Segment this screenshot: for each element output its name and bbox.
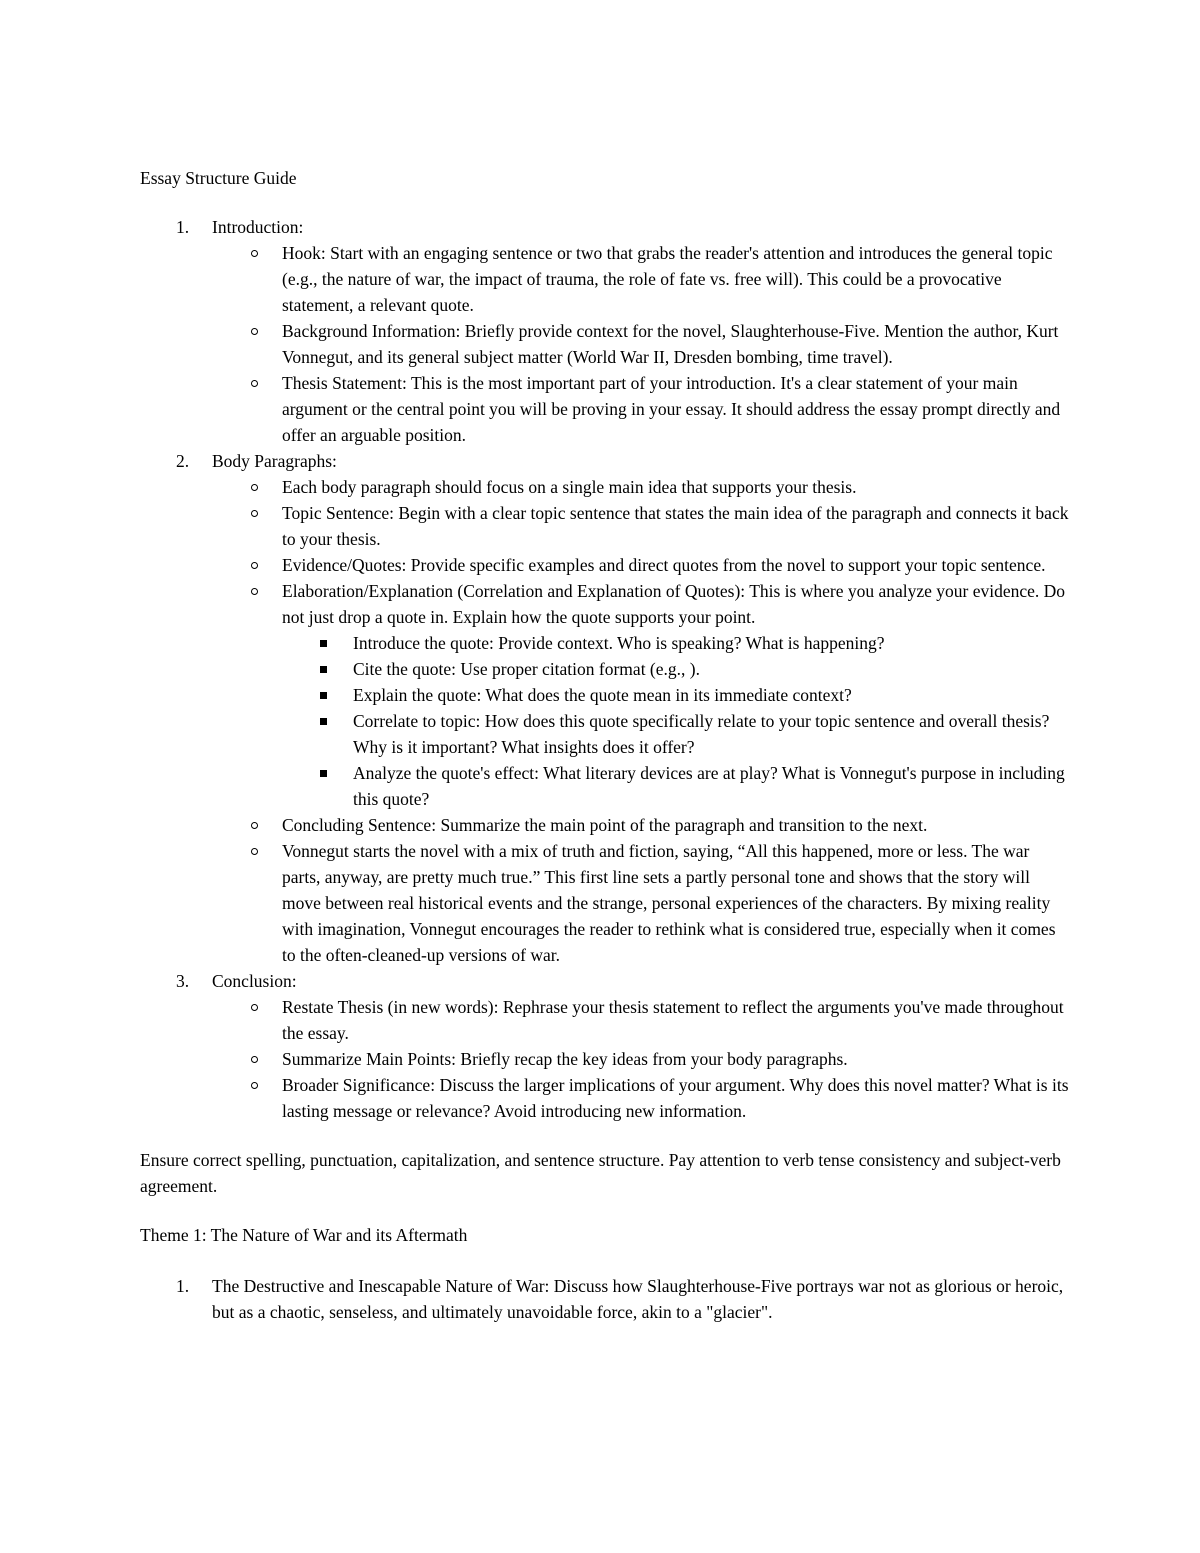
square-bullet-icon <box>320 692 327 699</box>
section-heading: Body Paragraphs: <box>212 451 337 471</box>
nested-list-item <box>282 760 1070 812</box>
circle-bullet-icon <box>251 1056 258 1063</box>
nested-list <box>282 630 1070 812</box>
list-item-text: Concluding Sentence: Summarize the main point of the paragraph and transition to the next. <box>282 815 928 835</box>
nested-item-text: Introduce the quote: Provide context. Who is speaking? What is happening? <box>353 633 885 653</box>
nested-item-text: Analyze the quote's effect: What literary devices are at play? What is Vonnegut's purpose in including this quote? <box>353 763 1065 809</box>
nested-item-text: Explain the quote: What does the quote mean in its immediate context? <box>353 685 852 705</box>
section-body-paragraphs <box>140 448 1070 968</box>
list-item <box>212 1046 1070 1072</box>
circle-bullet-icon <box>251 380 258 387</box>
circle-bullet-icon <box>251 328 258 335</box>
circle-bullet-icon <box>251 848 258 855</box>
list-item <box>212 1072 1070 1124</box>
nested-list-item <box>282 630 1070 656</box>
list-item <box>212 838 1070 968</box>
nested-item-text: Correlate to topic: How does this quote specifically relate to your topic sentence and overall thesis? Why is it important? What insights does it offer? <box>353 711 1050 757</box>
list-item-text: Each body paragraph should focus on a single main idea that supports your thesis. <box>282 477 857 497</box>
document-title: Essay Structure Guide <box>140 168 297 188</box>
section-introduction <box>140 214 1070 448</box>
section-heading: Introduction: <box>212 217 304 237</box>
list-item-text: Thesis Statement: This is the most important part of your introduction. It's a clear statement of your main argument or the central point you will be proving in your essay. It should address the essay prompt directly and offer an arguable position. <box>282 373 1061 445</box>
sub-list <box>212 240 1070 448</box>
list-item <box>212 474 1070 500</box>
section-number: 2. <box>176 451 190 471</box>
circle-bullet-icon <box>251 588 258 595</box>
sub-list <box>212 474 1070 968</box>
square-bullet-icon <box>320 718 327 725</box>
list-item <box>212 812 1070 838</box>
list-item <box>212 318 1070 370</box>
section-number: 1. <box>176 217 190 237</box>
nested-list-item <box>282 708 1070 760</box>
list-item-text: Broader Significance: Discuss the larger implications of your argument. Why does this novel matter? What is its lasting message or relevance? Avoid introducing new information. <box>282 1075 1069 1121</box>
list-item-text: Evidence/Quotes: Provide specific examples and direct quotes from the novel to support your topic sentence. <box>282 555 1046 575</box>
list-item-text: Hook: Start with an engaging sentence or two that grabs the reader's attention and introduces the general topic (e.g., the nature of war, the impact of trauma, the role of fate vs. free will). This could be a provocative statement, a relevant quote. <box>282 243 1053 315</box>
theme-heading: Theme 1: The Nature of War and its Aftermath <box>140 1225 468 1245</box>
circle-bullet-icon <box>251 1004 258 1011</box>
nested-list-item <box>282 682 1070 708</box>
list-item <box>212 500 1070 552</box>
square-bullet-icon <box>320 770 327 777</box>
theme-item-text: The Destructive and Inescapable Nature of War: Discuss how Slaughterhouse-Five portrays war not as glorious or heroic, but as a chaotic, senseless, and ultimately unavoidable force, akin to a "glacier". <box>212 1276 1064 1322</box>
theme-list-item <box>140 1273 1070 1325</box>
square-bullet-icon <box>320 640 327 647</box>
square-bullet-icon <box>320 666 327 673</box>
section-conclusion <box>140 968 1070 1124</box>
mechanics-note: Ensure correct spelling, punctuation, capitalization, and sentence structure. Pay attention to verb tense consistency and subject-verb agreement. <box>140 1150 1061 1196</box>
list-item <box>212 240 1070 318</box>
theme-item-number: 1. <box>176 1276 190 1296</box>
circle-bullet-icon <box>251 484 258 491</box>
circle-bullet-icon <box>251 250 258 257</box>
nested-item-text: Cite the quote: Use proper citation format (e.g., ). <box>353 659 700 679</box>
theme-list <box>140 1273 1070 1325</box>
circle-bullet-icon <box>251 1082 258 1089</box>
list-item-text: Topic Sentence: Begin with a clear topic sentence that states the main idea of the paragraph and connects it back to your thesis. <box>282 503 1069 549</box>
list-item <box>212 552 1070 578</box>
section-heading: Conclusion: <box>212 971 297 991</box>
list-item-text: Background Information: Briefly provide context for the novel, Slaughterhouse-Five. Mention the author, Kurt Vonnegut, and its general subject matter (World War II, Dresden bombing, time travel). <box>282 321 1059 367</box>
circle-bullet-icon <box>251 562 258 569</box>
nested-list-item <box>282 656 1070 682</box>
section-number: 3. <box>176 971 190 991</box>
list-item-text: Vonnegut starts the novel with a mix of truth and fiction, saying, “All this happened, more or less. The war parts, anyway, are pretty much true.” This first line sets a partly personal tone and shows that the story will move between real historical events and the strange, personal experiences of the characters. By mixing reality with imagination, Vonnegut encourages the reader to rethink what is considered true, especially when it comes to the often-cleaned-up versions of war. <box>282 841 1056 965</box>
circle-bullet-icon <box>251 510 258 517</box>
document-page <box>140 165 1070 1325</box>
circle-bullet-icon <box>251 822 258 829</box>
list-item-text: Elaboration/Explanation (Correlation and Explanation of Quotes): This is where you analyze your evidence. Do not just drop a quote in. Explain how the quote supports your point. <box>282 581 1066 627</box>
sub-list <box>212 994 1070 1124</box>
list-item-text: Summarize Main Points: Briefly recap the key ideas from your body paragraphs. <box>282 1049 848 1069</box>
list-item <box>212 578 1070 812</box>
list-item-text: Restate Thesis (in new words): Rephrase your thesis statement to reflect the arguments you've made throughout the essay. <box>282 997 1064 1043</box>
list-item <box>212 370 1070 448</box>
list-item <box>212 994 1070 1046</box>
structure-list <box>140 214 1070 1124</box>
